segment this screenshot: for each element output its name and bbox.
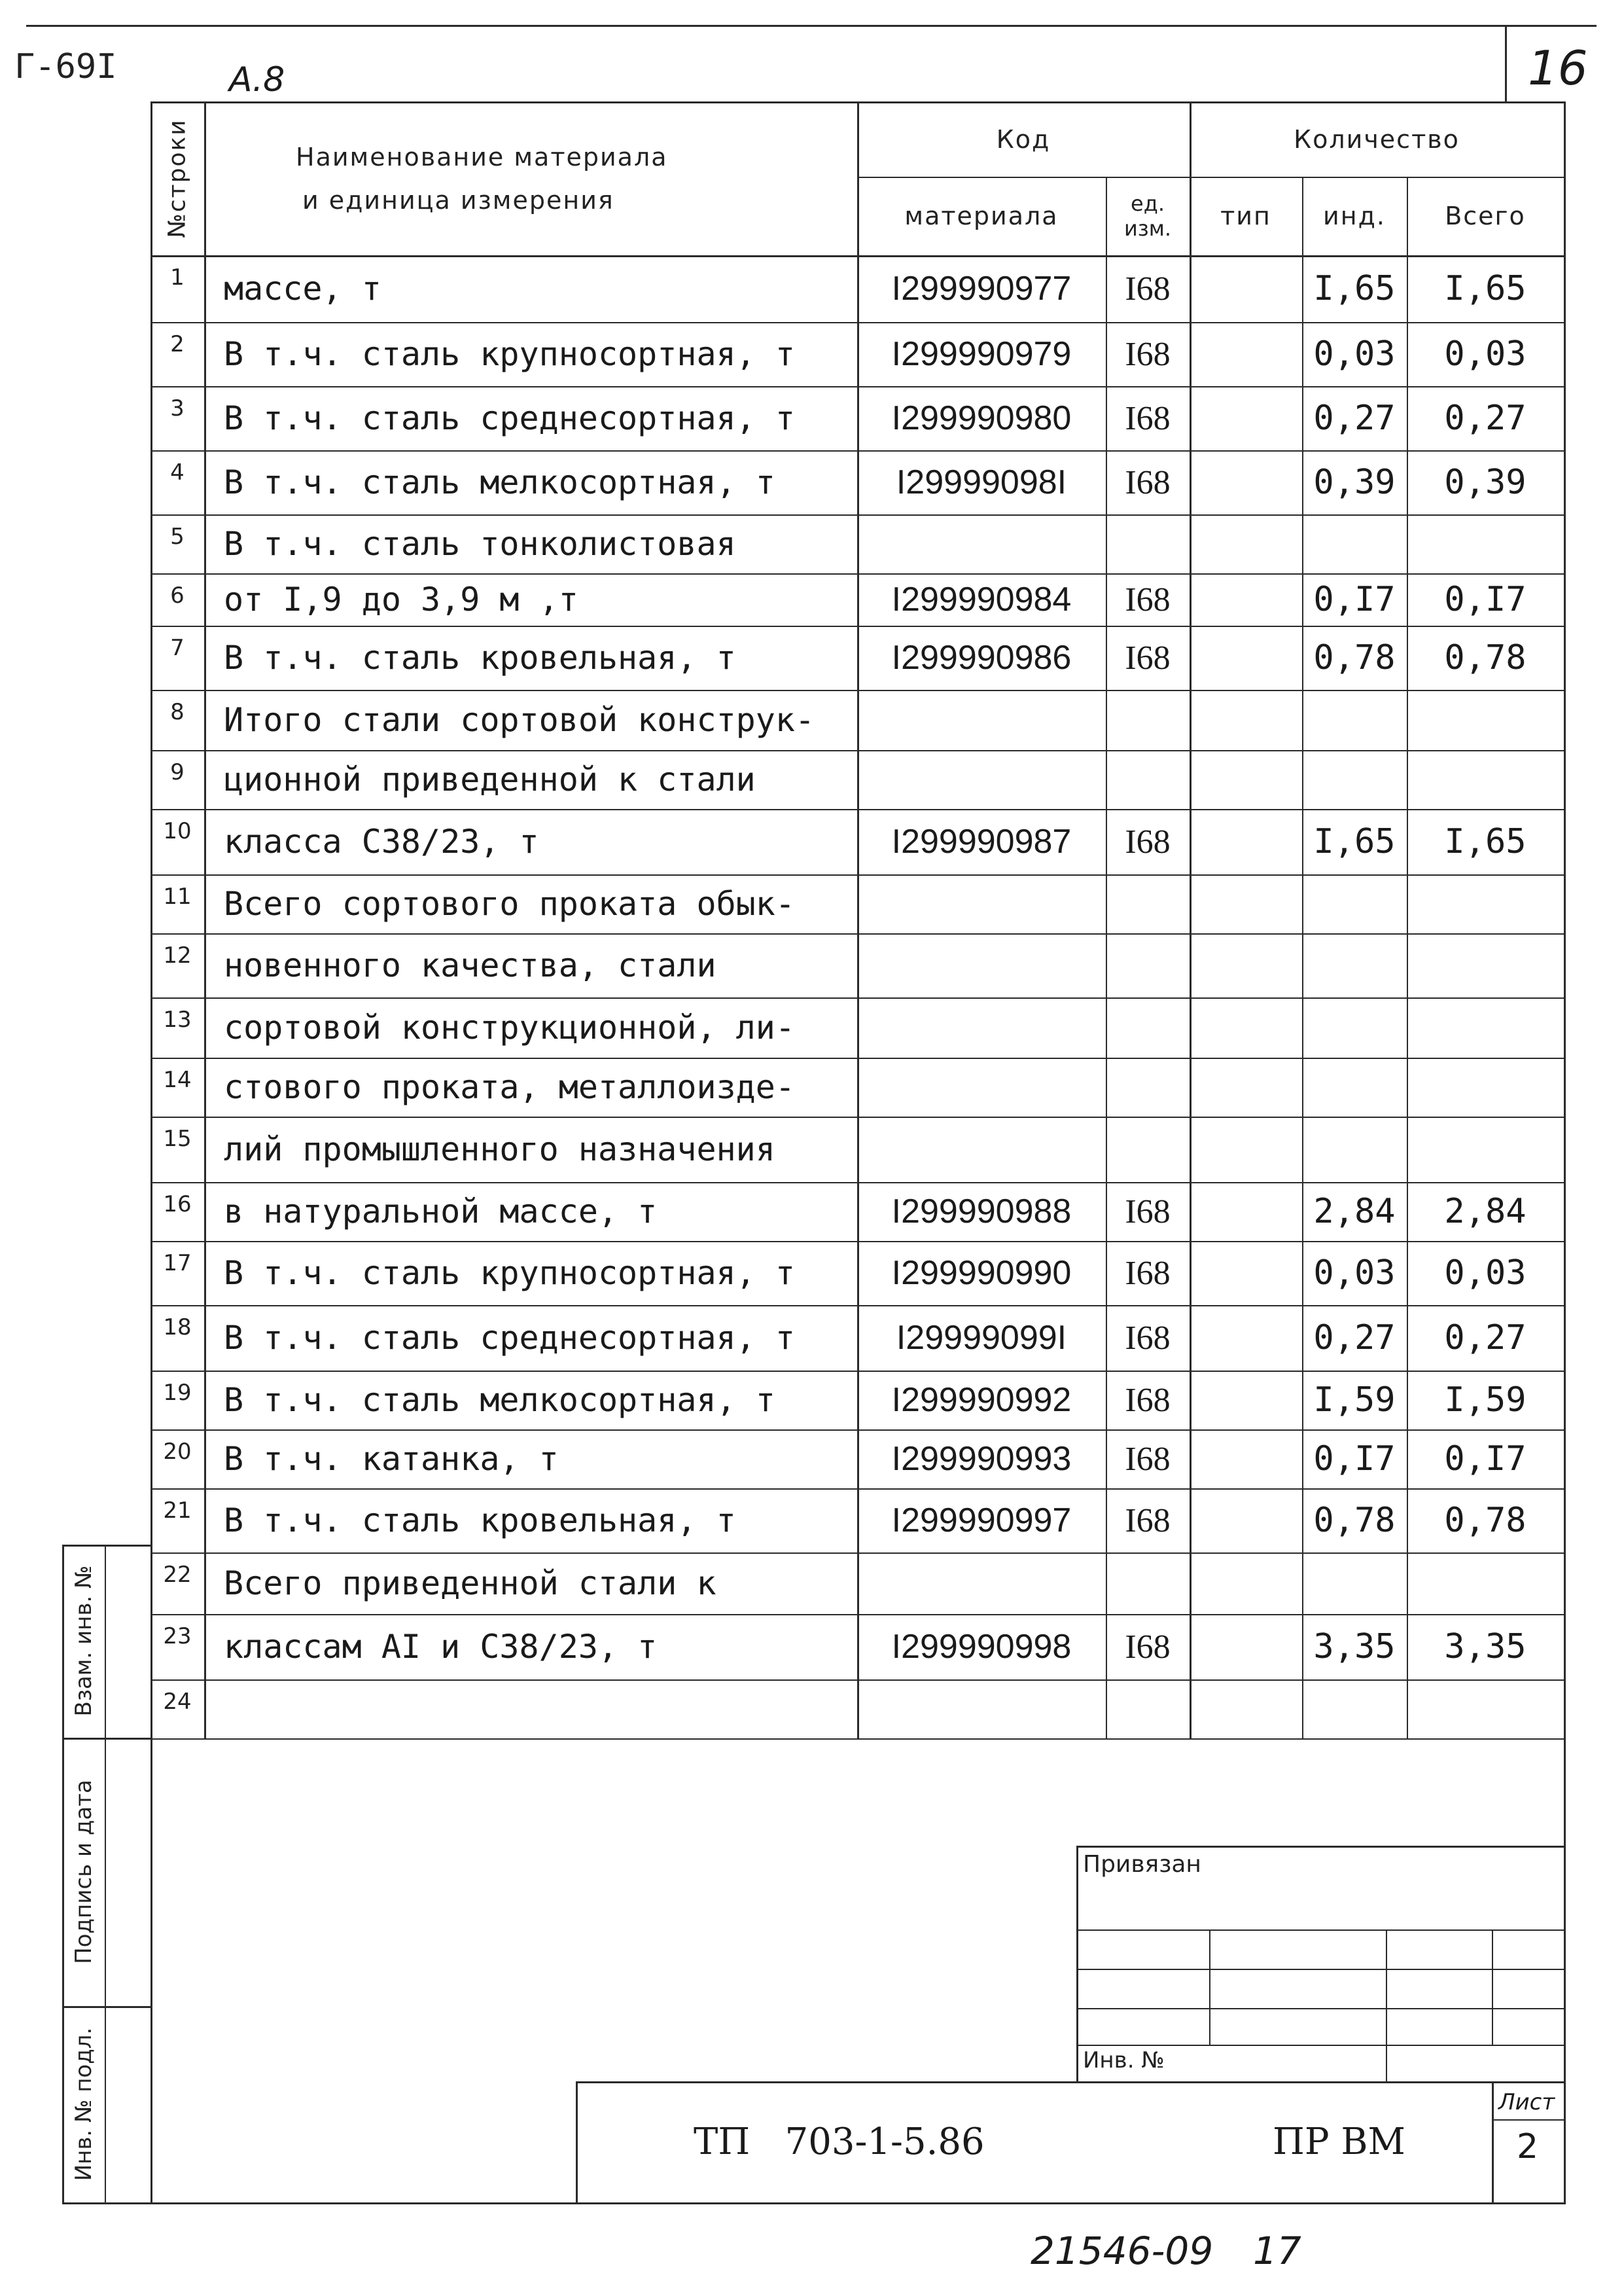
sheet-label: Лист [1498,2089,1555,2115]
qty-ind: 0,78 [1313,638,1396,677]
row-number: 21 [163,1498,192,1524]
row-number: 9 [170,759,185,785]
archive-page: 17 [1253,2229,1301,2273]
material-name: В т.ч. сталь крупносортная, т [224,335,795,373]
unit-code: I68 [1125,270,1171,308]
material-code: I299990980 [891,399,1072,437]
qty-total: I,59 [1444,1380,1527,1420]
material-code [857,1552,1106,1614]
row-number: 18 [163,1314,192,1340]
qty-ind: 0,27 [1313,1318,1396,1357]
qty-type [1190,450,1302,514]
material-code [857,750,1106,809]
header-unit-line2: изм. [1123,216,1172,241]
sheet-number: 2 [1517,2127,1539,2166]
unit-code: I68 [1125,335,1171,373]
qty-total [1407,514,1564,573]
qty-total: 0,I7 [1444,580,1527,619]
material-code: I299990987 [891,823,1072,861]
material-code: I299990998 [891,1628,1072,1666]
material-code [857,514,1106,573]
qty-type [1190,1488,1302,1552]
qty-type [1190,1182,1302,1241]
material-code: I299990993 [891,1440,1072,1478]
row-number: 5 [170,524,185,550]
qty-total [1407,997,1564,1058]
material-name: массе, т [224,270,381,308]
material-code [857,690,1106,750]
unit-code [1106,1552,1190,1614]
unit-code [1106,933,1190,997]
qty-total: 2,84 [1444,1192,1527,1231]
qty-ind: I,59 [1313,1380,1396,1420]
header-name-line2: и единица измерения [302,185,614,215]
qty-total: 0,78 [1444,638,1527,677]
page-number-divider [1505,26,1507,103]
unit-code [1106,690,1190,750]
material-code [857,1117,1106,1182]
row-number: 19 [163,1380,192,1406]
qty-total: 0,39 [1444,463,1527,502]
qty-type [1190,933,1302,997]
qty-type [1190,1371,1302,1429]
material-name: В т.ч. сталь кровельная, т [224,1501,736,1539]
header-total: Всего [1445,202,1526,230]
qty-ind: 0,78 [1313,1501,1396,1540]
material-name: лий промышленного назначения [224,1130,775,1168]
row-number: 10 [163,818,192,844]
qty-total [1407,1552,1564,1614]
row-number: 22 [163,1562,192,1588]
document-number: ТП 703-1-5.86 [694,2121,985,2163]
qty-type [1190,1241,1302,1305]
qty-total [1407,1058,1564,1117]
qty-total [1407,874,1564,933]
unit-code: I68 [1125,463,1171,501]
qty-ind: 0,I7 [1313,1439,1396,1479]
material-name: от I,9 до 3,9 м ,т [224,581,578,619]
qty-ind: 3,35 [1313,1627,1396,1666]
unit-code [1106,1679,1190,1738]
unit-code: I68 [1125,823,1171,861]
qty-type [1190,809,1302,874]
qty-ind: 0,27 [1313,399,1396,438]
row-number: 6 [170,583,185,609]
material-code [857,997,1106,1058]
materials-table [150,101,1564,2202]
qty-ind [1302,1679,1407,1738]
row-number: 15 [163,1126,192,1152]
unit-code: I68 [1125,1501,1171,1539]
unit-code [1106,874,1190,933]
qty-ind: 0,I7 [1313,580,1396,619]
qty-type [1190,386,1302,450]
qty-total [1407,1679,1564,1738]
archive-number: 21546-09 [1031,2229,1214,2273]
qty-ind: 0,03 [1313,1253,1396,1293]
qty-type [1190,1058,1302,1117]
material-code [857,933,1106,997]
row-number: 24 [163,1689,192,1715]
header-unit [1106,177,1190,255]
unit-code [1106,514,1190,573]
row-number: 20 [163,1439,192,1465]
qty-type [1190,1552,1302,1614]
qty-ind [1302,1552,1407,1614]
header-name [204,101,857,255]
table-right-border [1564,101,1566,2202]
unit-code: I68 [1125,1254,1171,1292]
row-number: 17 [163,1250,192,1276]
material-code [857,874,1106,933]
material-name: Всего сортового проката обык- [224,885,795,923]
unit-code: I68 [1125,581,1171,619]
qty-type [1190,255,1302,322]
unit-code: I68 [1125,639,1171,677]
qty-ind [1302,1058,1407,1117]
header-material: материала [904,202,1059,230]
header-ind: инд. [1323,202,1386,230]
qty-ind [1302,997,1407,1058]
unit-code: I68 [1125,1628,1171,1666]
qty-ind [1302,750,1407,809]
header-qty-group: Количество [1294,124,1460,154]
row-number: 1 [170,264,185,291]
qty-total [1407,1117,1564,1182]
material-code: I299990984 [891,581,1072,619]
document-code: Г-69I [14,47,117,86]
row-number: 4 [170,459,185,486]
header-code-group: Код [996,124,1051,154]
qty-type [1190,750,1302,809]
material-name: В т.ч. сталь мелкосортная, т [224,463,775,501]
qty-total [1407,690,1564,750]
qty-ind: I,65 [1313,269,1396,308]
row-number: 14 [163,1067,192,1093]
qty-ind [1302,933,1407,997]
material-name: класса С38/23, т [224,823,539,861]
unit-code [1106,750,1190,809]
row-rule [150,1738,1564,1740]
qty-type [1190,1305,1302,1371]
unit-code: I68 [1125,399,1171,437]
qty-total: 0,03 [1444,1253,1527,1293]
material-code: I299990990 [891,1254,1072,1292]
header-row-no-label: №строки [164,118,191,238]
qty-type [1190,1117,1302,1182]
inv-no-label: Инв. № [1083,2047,1165,2073]
material-code: I29999099I [896,1319,1067,1357]
material-name: В т.ч. сталь крупносортная, т [224,1254,795,1292]
vzam-inv-label: Взам. инв. № [71,1565,97,1717]
row-number: 2 [170,331,185,357]
qty-ind: 2,84 [1313,1192,1396,1231]
unit-code: I68 [1125,1440,1171,1478]
qty-total: I,65 [1444,822,1527,861]
material-code: I299990986 [891,639,1072,677]
material-name: стового проката, металлоизде- [224,1068,795,1106]
qty-total: 0,27 [1444,399,1527,438]
qty-type [1190,997,1302,1058]
qty-total: 0,I7 [1444,1439,1527,1479]
qty-total: 0,27 [1444,1318,1527,1357]
material-name: Итого стали сортовой конструк- [224,701,815,739]
row-number: 7 [170,635,185,661]
material-name: Всего приведенной стали к [224,1564,716,1602]
podpis-data-label: Подпись и дата [71,1780,97,1964]
unit-code [1106,1058,1190,1117]
qty-type [1190,1429,1302,1488]
row-number: 16 [163,1191,192,1217]
qty-ind [1302,514,1407,573]
qty-type [1190,573,1302,626]
qty-ind: I,65 [1313,822,1396,861]
qty-type [1190,1679,1302,1738]
qty-ind [1302,1117,1407,1182]
material-name: классам АI и С38/23, т [224,1628,658,1666]
material-code: I299990997 [891,1501,1072,1539]
row-number: 23 [163,1623,192,1649]
row-number: 12 [163,942,192,969]
row-number: 11 [163,884,192,910]
qty-total [1407,750,1564,809]
table-bottom-border [150,2202,1566,2204]
row-number: 3 [170,395,185,422]
top-border [26,25,1597,27]
header-row-no [150,101,204,255]
material-code: I29999098I [896,463,1067,501]
row-number: 13 [163,1007,192,1033]
material-code: I299990988 [891,1193,1072,1230]
qty-ind: 0,39 [1313,463,1396,502]
qty-ind [1302,690,1407,750]
form-mark: А.8 [229,60,285,99]
qty-type [1190,690,1302,750]
header-unit-line1: ед. [1131,191,1165,216]
material-code: I299990992 [891,1381,1072,1419]
material-code [857,1679,1106,1738]
qty-total: 3,35 [1444,1627,1527,1666]
qty-type [1190,1614,1302,1679]
section-code: ПР ВМ [1273,2121,1405,2163]
qty-total: 0,78 [1444,1501,1527,1540]
row-number: 8 [170,699,185,725]
qty-total: I,65 [1444,269,1527,308]
material-name: В т.ч. сталь среднесортная, т [224,1319,795,1357]
qty-type [1190,874,1302,933]
material-code: I299990977 [891,270,1072,308]
material-name: новенного качества, стали [224,946,716,984]
material-name: в натуральной массе, т [224,1193,658,1230]
header-name-line1: Наименование материала [296,142,668,171]
unit-code [1106,997,1190,1058]
material-code: I299990979 [891,335,1072,373]
material-name: В т.ч. сталь мелкосортная, т [224,1381,775,1419]
material-name: В т.ч. сталь кровельная, т [224,639,736,677]
qty-total: 0,03 [1444,334,1527,374]
material-name: В т.ч. катанка, т [224,1440,559,1478]
header-type: тип [1220,202,1271,230]
unit-code: I68 [1125,1381,1171,1419]
qty-type [1190,626,1302,690]
page-number: 16 [1528,41,1588,96]
privyazan-label: Привязан [1083,1851,1201,1878]
qty-total [1407,933,1564,997]
material-name: сортовой конструкционной, ли- [224,1009,795,1047]
unit-code: I68 [1125,1319,1171,1357]
inv-podl-label: Инв. № подл. [71,2027,97,2181]
qty-ind: 0,03 [1313,334,1396,374]
qty-ind [1302,874,1407,933]
qty-type [1190,514,1302,573]
unit-code: I68 [1125,1193,1171,1230]
material-name: В т.ч. сталь среднесортная, т [224,399,795,437]
unit-code [1106,1117,1190,1182]
qty-type [1190,322,1302,386]
material-name [204,1679,857,1738]
material-name: В т.ч. сталь тонколистовая [224,525,736,563]
material-name: ционной приведенной к стали [224,761,756,798]
material-code [857,1058,1106,1117]
